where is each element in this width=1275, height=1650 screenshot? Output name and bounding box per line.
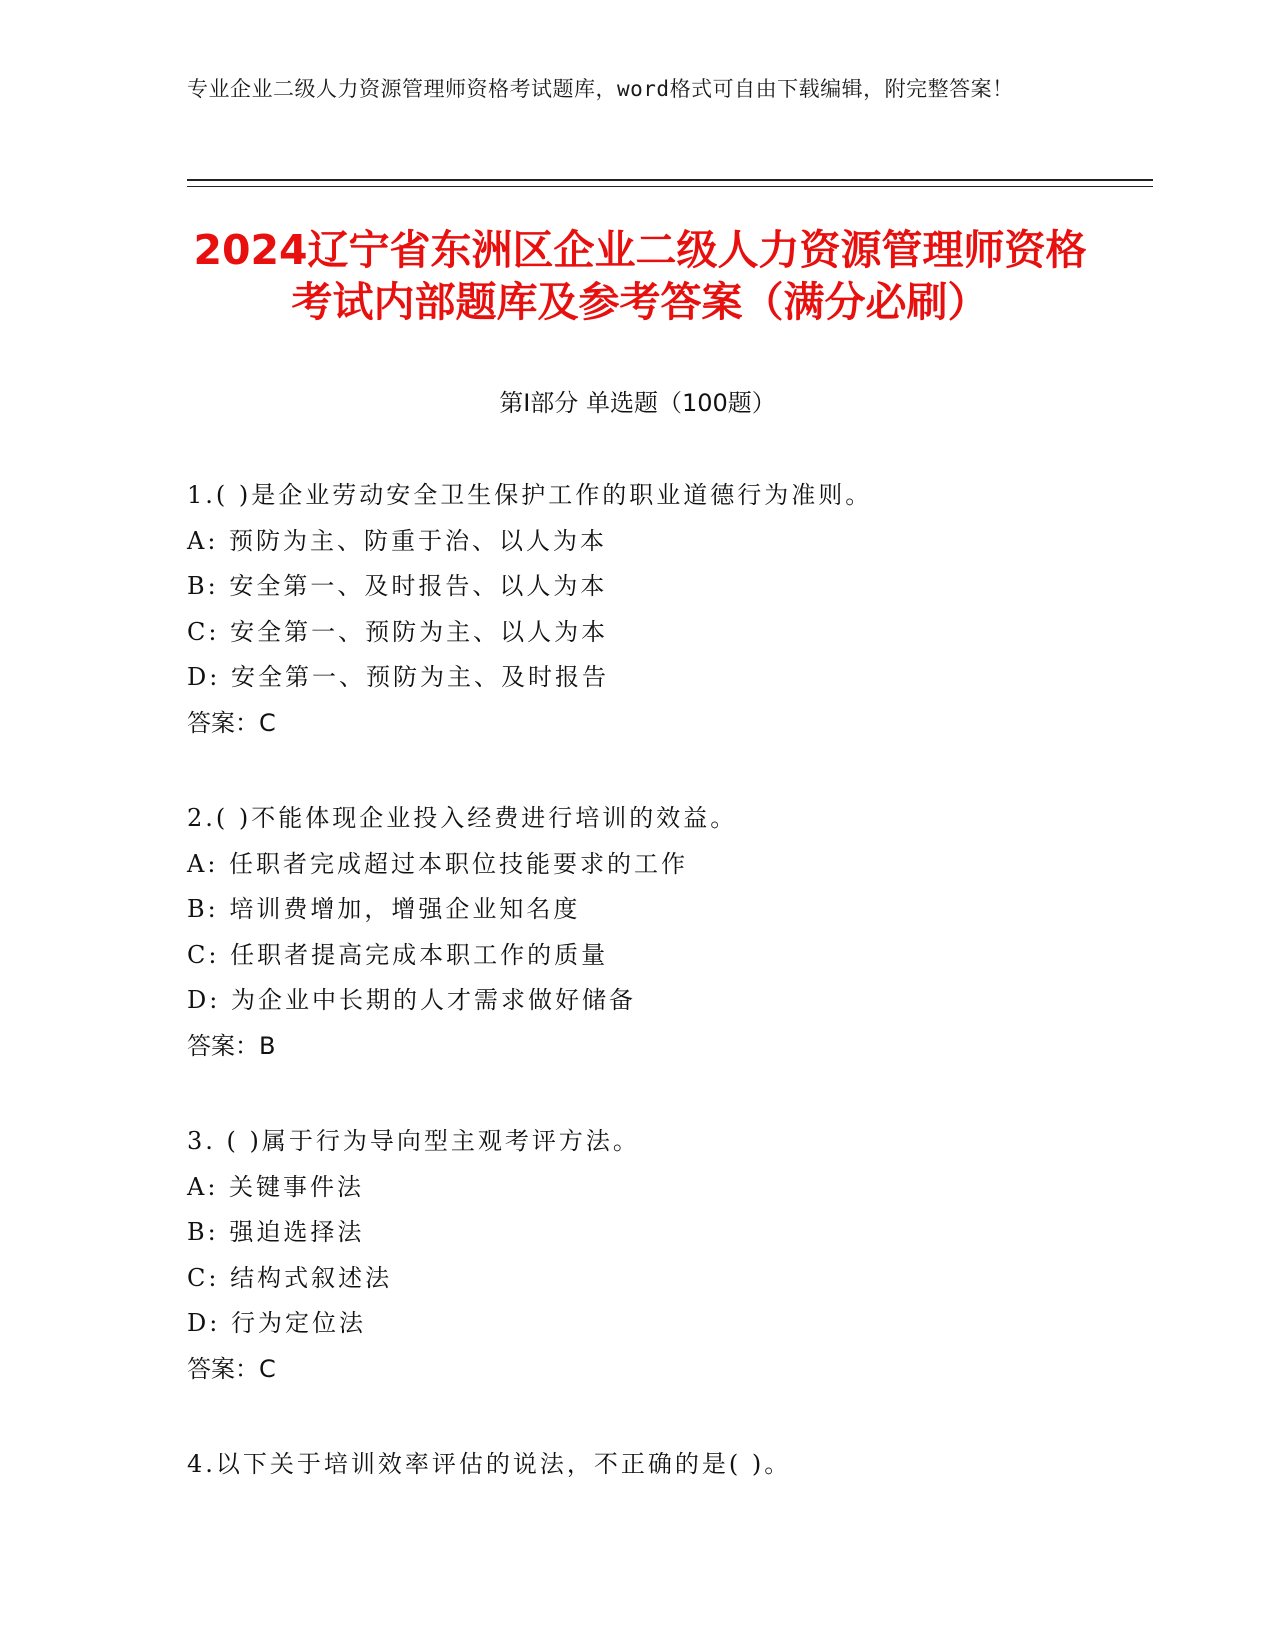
header-note: 专业企业二级人力资源管理师资格考试题库，word格式可自由下载编辑，附完整答案！ [187, 77, 1014, 101]
option-a: A: 预防为主、防重于治、以人为本 [187, 526, 608, 555]
option-a: A: 任职者完成超过本职位技能要求的工作 [187, 849, 689, 878]
option-c: C: 任职者提高完成本职工作的质量 [187, 940, 609, 969]
option-c: C: 结构式叙述法 [187, 1263, 393, 1292]
option-d: D: 安全第一、预防为主、及时报告 [187, 663, 609, 691]
question-3 [187, 1119, 1087, 1392]
question-list [187, 473, 1087, 1538]
question-4 [187, 1442, 1087, 1488]
question-2 [187, 796, 1087, 1069]
answer: 答案：C [187, 1354, 276, 1383]
option-b: B: 安全第一、及时报告、以人为本 [187, 572, 608, 600]
answer: 答案：C [187, 708, 276, 737]
option-a: A: 关键事件法 [187, 1172, 365, 1201]
question-stem: 2.( )不能体现企业投入经费进行培训的效益。 [187, 804, 738, 832]
option-d: D: 为企业中长期的人才需求做好储备 [187, 986, 636, 1014]
question-stem: 4.以下关于培训效率评估的说法，不正确的是( )。 [187, 1450, 792, 1478]
question-stem: 1.( )是企业劳动安全卫生保护工作的职业道德行为准则。 [187, 481, 873, 509]
option-b: B: 培训费增加，增强企业知名度 [187, 895, 581, 923]
option-b: B: 强迫选择法 [187, 1218, 365, 1246]
question-stem: 3. ( )属于行为导向型主观考评方法。 [187, 1127, 640, 1155]
answer: 答案：B [187, 1031, 276, 1060]
option-c: C: 安全第一、预防为主、以人为本 [187, 617, 609, 646]
option-d: D: 行为定位法 [187, 1309, 366, 1337]
question-1 [187, 473, 1087, 746]
section-heading: 第Ⅰ部分 单选题（100题） [499, 389, 776, 417]
header-rule-thick [187, 179, 1153, 181]
document-title: 2024辽宁省东洲区企业二级人力资源管理师资格考试内部题库及参考答案（满分必刷） [193, 226, 1087, 326]
header-rule-thin [187, 186, 1153, 187]
